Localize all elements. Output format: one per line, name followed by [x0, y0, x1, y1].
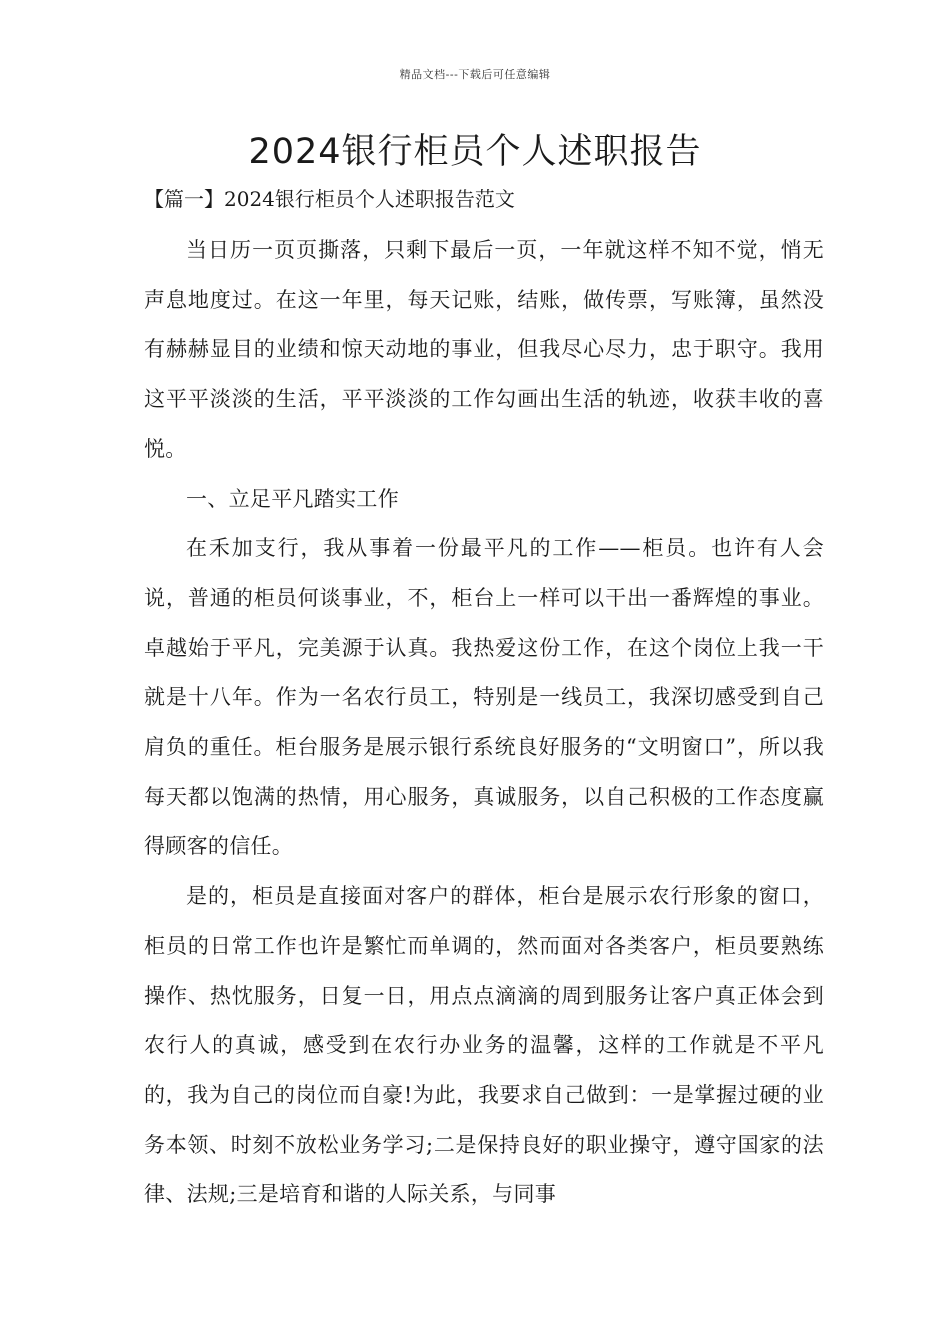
paragraph: 在禾加支行，我从事着一份最平凡的工作——柜员。也许有人会说，普通的柜员何谈事业，不，柜台上一样可以干出一番辉煌的事业。卓越始于平凡，完美源于认真。我热爱这份工作，在这个岗位上我一干就是十八年。作为一名农行员工，特别是一线员工，我深切感受到自己肩负的重任。柜台服务是展示银行系统良好服务的“文明窗口”，所以我每天都以饱满的热情，用心服务，真诚服务，以自己积极的工作态度赢得顾客的信任。: [144, 536, 824, 859]
document-title: 2024银行柜员个人述职报告: [248, 132, 702, 172]
paragraph: 当日历一页页撕落，只剩下最后一页，一年就这样不知不觉，悄无声息地度过。在这一年里，每天记账，结账，做传票，写账簿，虽然没有赫赫显目的业绩和惊天动地的事业，但我尽心尽力，忠于职守。我用这平平淡淡的生活，平平淡淡的工作勾画出生活的轨迹，收获丰收的喜悦。: [144, 238, 824, 461]
header-note: 精品文档---下载后可任意编辑: [399, 68, 551, 81]
paragraph: 是的，柜员是直接面对客户的群体，柜台是展示农行形象的窗口，柜员的日常工作也许是繁忙而单调的，然而面对各类客户，柜员要熟练操作、热忱服务，日复一日，用点点滴滴的周到服务让客户真正体会到农行人的真诚，感受到在农行办业务的温馨，这样的工作就是不平凡的，我为自己的岗位而自豪!为此，我要求自己做到：一是掌握过硬的业务本领、时刻不放松业务学习;二是保持良好的职业操守，遵守国家的法律、法规;三是培育和谐的人际关系，与同事: [144, 884, 824, 1207]
subheading: 一、立足平凡踏实工作: [186, 486, 399, 511]
section-heading: 【篇一】2024银行柜员个人述职报告范文: [144, 187, 515, 211]
document-body: [144, 226, 824, 1220]
